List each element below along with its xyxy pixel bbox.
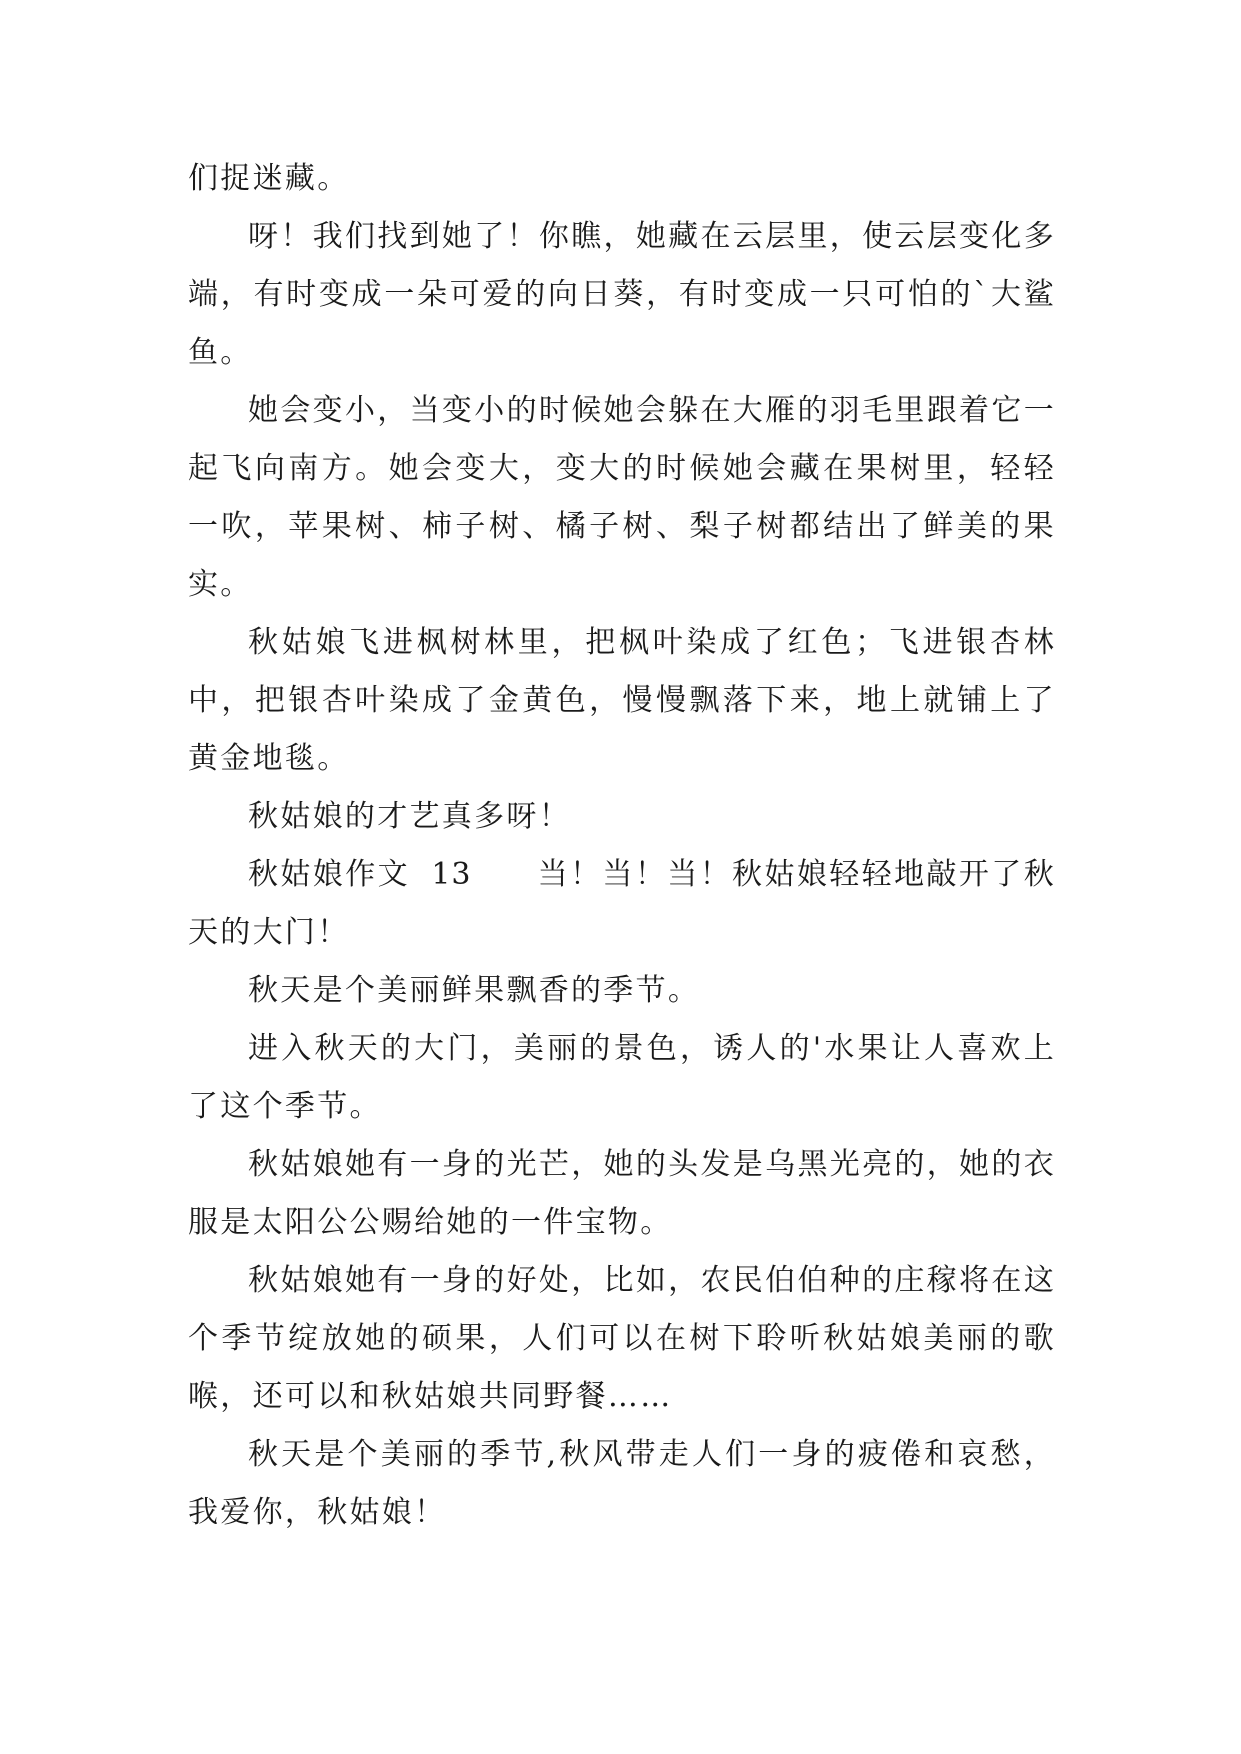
paragraph-4: 秋姑娘飞进枫树林里，把枫叶染成了红色；飞进银杏林中，把银杏叶染成了金黄色，慢慢飘落下来，地上就铺上了黄金地毯。: [188, 625, 1056, 776]
paragraph-6: 秋天是个美丽鲜果飘香的季节。: [248, 973, 701, 1008]
paragraph-2: 呀！我们找到她了！你瞧，她藏在云层里，使云层变化多端，有时变成一朵可爱的向日葵，有时变成一只可怕的`大鲨鱼。: [188, 219, 1056, 370]
article-body: [188, 150, 1056, 1542]
section-heading-paragraph: [188, 846, 1056, 962]
paragraph-5: 秋姑娘的才艺真多呀！: [248, 799, 571, 834]
paragraph-3: 她会变小，当变小的时候她会躲在大雁的羽毛里跟着它一起飞向南方。她会变大，变大的时候她会藏在果树里，轻轻一吹，苹果树、柿子树、橘子树、梨子树都结出了鲜美的果实。: [188, 393, 1056, 602]
paragraph-8: 秋姑娘她有一身的光芒，她的头发是乌黑光亮的，她的衣服是太阳公公赐给她的一件宝物。: [188, 1147, 1056, 1240]
section-number: 13: [431, 857, 472, 892]
paragraph-9: 秋姑娘她有一身的好处，比如，农民伯伯种的庄稼将在这个季节绽放她的硕果，人们可以在树下聆听秋姑娘美丽的歌喉，还可以和秋姑娘共同野餐……: [188, 1263, 1056, 1414]
paragraph-10: 秋天是个美丽的季节,秋风带走人们一身的疲倦和哀愁，我爱你，秋姑娘！: [188, 1437, 1056, 1530]
section-title: 秋姑娘作文: [248, 857, 411, 892]
paragraph-7: 进入秋天的大门，美丽的景色，诱人的'水果让人喜欢上了这个季节。: [188, 1031, 1056, 1124]
paragraph-1: 们捉迷藏。: [188, 161, 350, 196]
section-first-line: 当！当！当！秋姑娘轻轻地敲开了秋天的大门！: [188, 857, 1056, 950]
